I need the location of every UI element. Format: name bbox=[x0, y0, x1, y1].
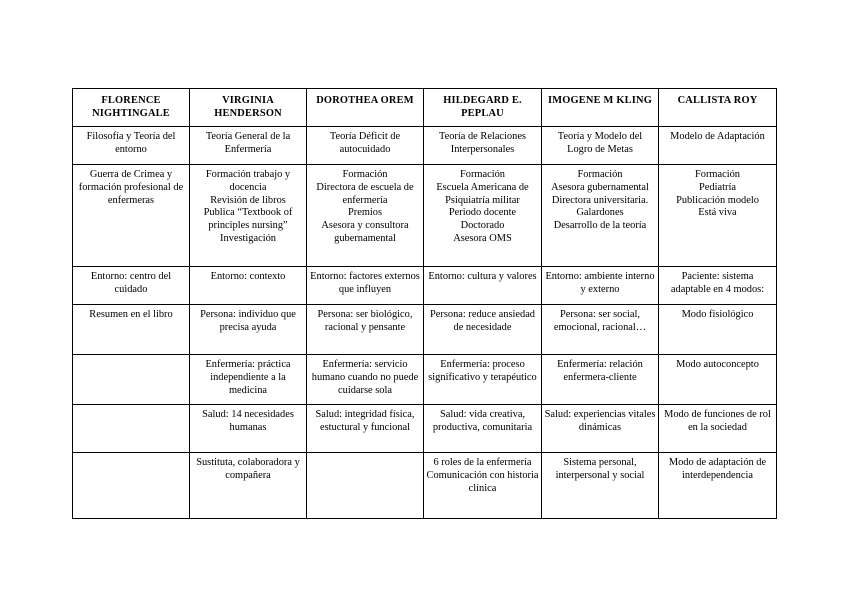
cell-line: Directora de escuela de enfermería bbox=[316, 181, 414, 206]
table-cell bbox=[659, 127, 777, 165]
cell-line: Publicación modelo bbox=[676, 194, 759, 206]
cell-text: Entorno: centro del cuidado bbox=[90, 271, 172, 295]
cell-text: Resumen en el libro bbox=[89, 309, 173, 320]
table-cell bbox=[73, 355, 190, 405]
header-row bbox=[73, 89, 777, 127]
table-cell bbox=[190, 267, 307, 305]
cell-line: Revisión de libros bbox=[210, 194, 286, 206]
cell-text: Persona: reduce ansiedad de necesidade bbox=[429, 309, 536, 333]
table-cell bbox=[73, 305, 190, 355]
table-cell bbox=[424, 355, 542, 405]
table-cell bbox=[190, 355, 307, 405]
table-cell bbox=[659, 305, 777, 355]
cell-text: Modo de adaptación de interdependencia bbox=[668, 457, 767, 481]
table-cell bbox=[190, 305, 307, 355]
cell-line: Periodo docente bbox=[448, 207, 517, 219]
cell-text: Guerra de Crimea y formación profesional de enfermeras bbox=[78, 169, 184, 206]
cell-text: Paciente: sistema adaptable en 4 modos: bbox=[670, 271, 765, 295]
table-cell bbox=[542, 165, 659, 267]
table-row bbox=[73, 305, 777, 355]
table-cell bbox=[424, 405, 542, 453]
table-cell bbox=[424, 305, 542, 355]
cell-line: Premios bbox=[347, 207, 383, 219]
table-row bbox=[73, 165, 777, 267]
cell-text: Enfermería: servicio humano cuando no puede cuidarse sola bbox=[311, 359, 419, 396]
cell-line: Investigación bbox=[220, 232, 276, 244]
cell-line: Desarrollo de la teoría bbox=[553, 220, 647, 232]
table-cell bbox=[307, 355, 424, 405]
cell-text: Enfermería: práctica independiente a la medicina bbox=[205, 359, 291, 396]
cell-text: Modo fisiológico bbox=[681, 309, 754, 320]
table-row bbox=[73, 405, 777, 453]
cell-line: Formación bbox=[342, 169, 388, 180]
cell-text: Entorno: factores externos que influyen bbox=[310, 271, 420, 295]
cell-text: Entorno: ambiente interno y externo bbox=[545, 271, 655, 295]
cell-text: Modo autoconcepto bbox=[676, 359, 759, 370]
cell-text: Sustituta, colaboradora y compañera bbox=[196, 457, 300, 481]
cell-line: Formación bbox=[694, 169, 741, 180]
header-nightingale: FLORENCE NIGHTINGALE bbox=[73, 89, 190, 127]
cell-text: Modelo de Adaptación bbox=[670, 131, 765, 142]
table-cell bbox=[73, 405, 190, 453]
table-cell bbox=[424, 267, 542, 305]
cell-line: Pediatría bbox=[699, 181, 736, 193]
table-row bbox=[73, 453, 777, 519]
cell-line: Publica “Textbook of principles nursing” bbox=[203, 207, 293, 232]
table-cell bbox=[73, 267, 190, 305]
table-cell bbox=[190, 405, 307, 453]
table-cell bbox=[307, 267, 424, 305]
cell-line: Asesora y consultora gubernamental bbox=[321, 220, 409, 244]
table-cell bbox=[542, 305, 659, 355]
cell-text: Teoría de Relaciones Interpersonales bbox=[439, 131, 526, 155]
cell-text: Modo de funciones de rol en la sociedad bbox=[664, 409, 771, 433]
header-peplau: HILDEGARD E. PEPLAU bbox=[424, 89, 542, 127]
table-cell bbox=[542, 267, 659, 305]
table-cell bbox=[307, 127, 424, 165]
cell-text: Salud: integridad física, estuctural y funcional bbox=[315, 409, 415, 433]
cell-text: Salud: vida creativa, productiva, comunitaria bbox=[432, 409, 533, 433]
table-cell bbox=[659, 165, 777, 267]
table-cell bbox=[73, 127, 190, 165]
table-cell bbox=[73, 453, 190, 519]
table-cell bbox=[424, 453, 542, 519]
table-cell bbox=[307, 453, 424, 519]
table-cell bbox=[307, 405, 424, 453]
table-cell bbox=[659, 355, 777, 405]
header-orem: DOROTHEA OREM bbox=[307, 89, 424, 127]
cell-text: Salud: 14 necesidades humanas bbox=[202, 409, 294, 433]
table-cell bbox=[190, 453, 307, 519]
table-row bbox=[73, 355, 777, 405]
cell-line: Formación bbox=[577, 169, 623, 180]
table-cell bbox=[542, 355, 659, 405]
header-henderson: VIRGINIA HENDERSON bbox=[190, 89, 307, 127]
cell-line: Directora universitaria. bbox=[551, 194, 649, 206]
header-kling: IMOGENE M KLING bbox=[542, 89, 659, 127]
cell-text: Entorno: cultura y valores bbox=[428, 271, 537, 282]
cell-text: Teoría General de la Enfermería bbox=[205, 131, 291, 155]
table-cell bbox=[542, 127, 659, 165]
table-cell bbox=[424, 165, 542, 267]
cell-line: Escuela Americana de Psiquiatría militar bbox=[436, 181, 529, 206]
cell-text: Persona: ser biológico, racional y pensante bbox=[317, 309, 413, 333]
comparison-table bbox=[72, 88, 777, 519]
cell-text: Teoría y Modelo del Logro de Metas bbox=[557, 131, 643, 155]
cell-line: Asesora OMS bbox=[453, 232, 512, 244]
cell-line: Está viva bbox=[698, 207, 737, 219]
cell-text: Salud: experiencias vitales dinámicas bbox=[544, 409, 656, 433]
table-cell bbox=[659, 267, 777, 305]
cell-text: Enfermería: relación enfermera-cliente bbox=[557, 359, 643, 383]
table-cell bbox=[307, 165, 424, 267]
table-cell bbox=[307, 305, 424, 355]
cell-line: Comunicación con historia clínica bbox=[426, 469, 539, 494]
cell-line: Doctorado bbox=[460, 220, 505, 232]
cell-line: Formación trabajo y docencia bbox=[205, 169, 291, 193]
table-cell bbox=[659, 453, 777, 519]
cell-text: Persona: ser social, emocional, racional… bbox=[553, 309, 647, 333]
header-roy: CALLISTA ROY bbox=[659, 89, 777, 127]
cell-text: Filosofía y Teoría del entorno bbox=[86, 131, 176, 155]
table-row bbox=[73, 267, 777, 305]
cell-text: Sistema personal, interpersonal y social bbox=[555, 457, 645, 481]
cell-line: 6 roles de la enfermería bbox=[433, 457, 532, 468]
table-row bbox=[73, 127, 777, 165]
table-cell bbox=[424, 127, 542, 165]
cell-text: Teoría Déficit de autocuidado bbox=[329, 131, 401, 155]
table-cell bbox=[542, 453, 659, 519]
table-cell bbox=[542, 405, 659, 453]
cell-text: Persona: individuo que precisa ayuda bbox=[200, 309, 296, 333]
table-cell bbox=[190, 165, 307, 267]
cell-text: Enfermería: proceso significativo y terapéutico bbox=[428, 359, 537, 383]
cell-line: Formación bbox=[459, 169, 506, 180]
table-cell bbox=[190, 127, 307, 165]
cell-text: Entorno: contexto bbox=[210, 271, 286, 282]
cell-line: Galardones bbox=[576, 207, 624, 219]
table-cell bbox=[73, 165, 190, 267]
cell-line: Asesora gubernamental bbox=[551, 181, 649, 193]
table-cell bbox=[659, 405, 777, 453]
